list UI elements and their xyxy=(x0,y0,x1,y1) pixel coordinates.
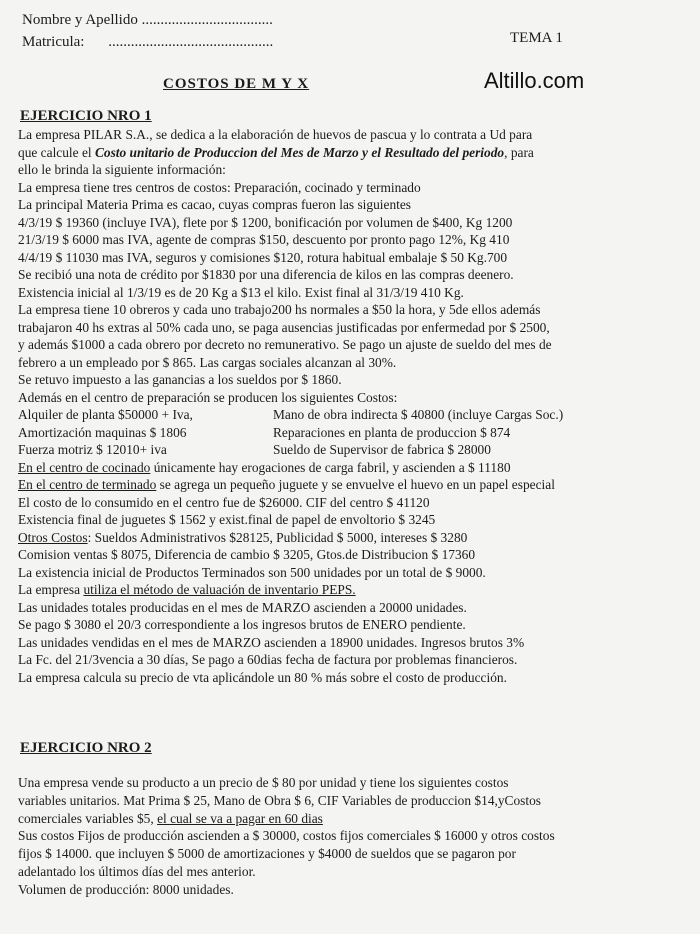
text-line: La existencia inicial de Productos Terminados son 500 unidades por un total de $ 9000. xyxy=(18,564,486,580)
underlined-span: En el centro de cocinado xyxy=(18,459,151,475)
text-line: Comision ventas $ 8075, Diferencia de cambio $ 3205, Gtos.de Distribucion $ 17360 xyxy=(18,547,476,562)
text-line: Existencia inicial al 1/3/19 es de 20 Kg a $13 el kilo. Exist final al 31/3/19 410 Kg. xyxy=(18,284,464,300)
text-line xyxy=(18,459,690,477)
matricula-line xyxy=(22,34,273,51)
ejercicio-2-body xyxy=(18,774,690,899)
text-line: La principal Materia Prima es cacao, cuyas compras fueron las siguientes xyxy=(18,197,412,212)
cost-row xyxy=(18,406,690,424)
text-line: Se retuvo impuesto a las ganancias a los sueldos por $ 1860. xyxy=(18,372,342,387)
text-span: se agrega un pequeño juguete y se envuelve el huevo en un papel especial xyxy=(156,477,555,492)
matricula-label: Matricula: xyxy=(22,34,85,50)
ejercicio-1-body xyxy=(18,126,690,686)
text-line: Las unidades totales producidas en el mes de MARZO ascienden a 20000 unidades. xyxy=(18,599,467,615)
emphasis-span: Costo unitario de Produccion del Mes de Marzo y el Resultado del periodo xyxy=(94,144,505,160)
cost-right: Mano de obra indirecta $ 40800 (incluye Cargas Soc.) xyxy=(273,407,564,422)
text-line: Se recibió una nota de crédito por $1830 por una diferencia de kilos en las compras deenero. xyxy=(18,267,514,282)
text-line: adelantado los últimos días del mes anterior. xyxy=(18,863,256,879)
cost-row xyxy=(18,424,690,442)
text-line: 4/3/19 $ 19360 (incluye IVA), flete por $ 1200, bonificación por volumen de $400, Kg 1200 xyxy=(18,214,513,230)
text-line: Sus costos Fijos de producción ascienden a $ 30000, costos fijos comerciales $ 16000 y otros costos xyxy=(18,828,555,844)
text-span: , para xyxy=(504,144,534,160)
text-line xyxy=(18,529,690,547)
text-span: : Sueldos Administrativos $28125, Publicidad $ 5000, intereses $ 3280 xyxy=(87,529,468,545)
underlined-span: utiliza el método de valuación de inventario PEPS. xyxy=(83,582,356,597)
text-line: Además en el centro de preparación se producen los siguientes Costos: xyxy=(18,389,398,405)
text-line: variables unitarios. Mat Prima $ 25, Mano de Obra $ 6, CIF Variables de produccion $14,yCostos xyxy=(18,792,542,808)
text-line: El costo de lo consumido en el centro fue de $26000. CIF del centro $ 41120 xyxy=(18,494,430,510)
text-span: únicamente hay erogaciones de carga fabril, y ascienden a $ 11180 xyxy=(150,459,511,475)
text-line: 4/4/19 $ 11030 mas IVA, seguros y comisiones $120, rotura habitual embalaje $ 50 Kg.700 xyxy=(18,249,508,265)
text-line: ello le brinda la siguiente información: xyxy=(18,162,226,177)
text-line: La empresa tiene tres centros de costos: Preparación, cocinado y terminado xyxy=(18,179,421,195)
underlined-span: el cual se va a pagar en 60 dias xyxy=(157,810,323,826)
cost-left: Alquiler de planta $50000 + Iva, xyxy=(18,407,193,422)
text-line: fijos $ 14000. que incluyen $ 5000 de amortizaciones y $4000 de sueldos que se pagaron por xyxy=(18,846,516,862)
cost-left: Amortización maquinas $ 1806 xyxy=(18,424,187,440)
cost-left: Fuerza motriz $ 12010+ iva xyxy=(18,442,167,457)
text-span: La empresa xyxy=(18,582,84,597)
nombre-line xyxy=(22,12,273,29)
underlined-span: Otros Costos xyxy=(18,529,88,545)
text-line: La empresa PILAR S.A., se dedica a la elaboración de huevos de pascua y lo contrata a Ud para xyxy=(18,127,533,142)
text-line xyxy=(18,144,690,162)
underlined-span: En el centro de terminado xyxy=(18,477,157,492)
tema-label: TEMA 1 xyxy=(510,30,563,46)
text-line xyxy=(18,810,690,828)
watermark: Altillo.com xyxy=(484,68,585,93)
text-line xyxy=(18,476,690,494)
cost-right: Reparaciones en planta de produccion $ 874 xyxy=(273,424,511,440)
text-line: 21/3/19 $ 6000 mas IVA, agente de compras $150, descuento por pronto pago 12%, Kg 410 xyxy=(18,232,510,247)
text-line: Volumen de producción: 8000 unidades. xyxy=(18,881,234,897)
ejercicio-1-heading: EJERCICIO NRO 1 xyxy=(20,108,152,124)
cost-right: Sueldo de Supervisor de fabrica $ 28000 xyxy=(273,442,491,457)
cost-row xyxy=(18,441,690,459)
text-line: Existencia final de juguetes $ 1562 y exist.final de papel de envoltorio $ 3245 xyxy=(18,512,436,527)
text-line: Las unidades vendidas en el mes de MARZO ascienden a 18900 unidades. Ingresos brutos 3% xyxy=(18,634,525,650)
text-line: La Fc. del 21/3vencia a 30 días, Se pago a 60dias fecha de factura por problemas financieros. xyxy=(18,652,518,667)
text-span: comerciales variables $5, xyxy=(18,810,158,826)
text-line: febrero a un empleado por $ 865. Las cargas sociales alcanzan al 30%. xyxy=(18,354,397,370)
text-line: La empresa tiene 10 obreros y cada uno trabajo200 hs normales a $50 la hora, y 5de ellos además xyxy=(18,302,541,317)
text-line: y además $1000 a cada obrero por decreto no remunerativo. Se pago un ajuste de sueldo del mes de xyxy=(18,337,552,352)
matricula-dots: ............................................ xyxy=(108,34,274,50)
text-line: La empresa calcula su precio de vta aplicándole un 80 % más sobre el costo de producción. xyxy=(18,669,507,685)
nombre-label: Nombre y Apellido xyxy=(22,12,138,28)
ejercicio-2-heading: EJERCICIO NRO 2 xyxy=(20,740,152,756)
text-line: Se pago $ 3080 el 20/3 correspondiente a los ingresos brutos de ENERO pendiente. xyxy=(18,617,466,632)
text-line: trabajaron 40 hs extras al 50% cada uno, se paga ausencias justificadas por enfermedad por $ 2500, xyxy=(18,319,550,335)
text-line xyxy=(18,581,690,599)
text-line: Una empresa vende su producto a un precio de $ 80 por unidad y tiene los siguientes costos xyxy=(18,775,509,790)
nombre-dots: ................................... xyxy=(141,12,273,28)
page-title: COSTOS DE M Y X xyxy=(163,76,310,92)
text-span: que calcule el xyxy=(18,144,95,160)
